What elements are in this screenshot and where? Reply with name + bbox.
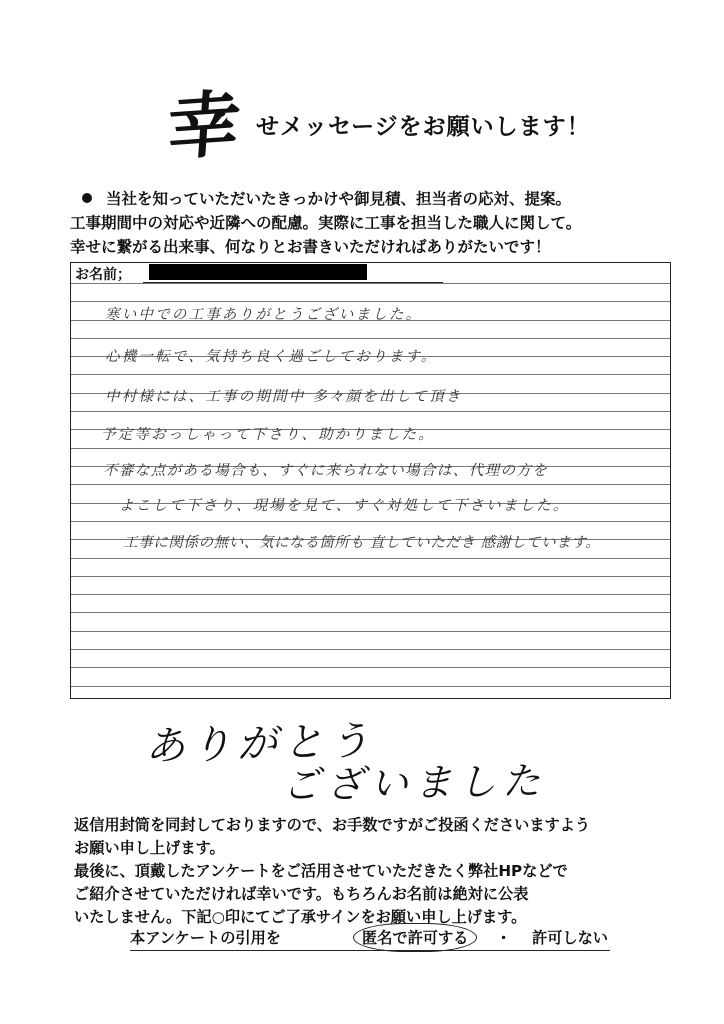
handwritten-line: よこして下さり、現場を見て、すぐ対処して下さいました。	[119, 498, 570, 514]
ruled-line	[71, 667, 670, 668]
ruled-line	[71, 374, 670, 375]
name-redaction	[149, 264, 367, 280]
handwritten-line: 寒い中での工事ありがとうございました。	[105, 307, 423, 323]
title-text: せメッセージをお願いします！	[256, 114, 591, 140]
name-underline	[143, 282, 443, 283]
footer-line: 返信用封筒を同封しておりますので、お手数ですがご投函くださいますよう	[74, 816, 591, 834]
ruled-line	[71, 558, 670, 559]
ruled-line	[71, 594, 670, 595]
ruled-line	[71, 448, 670, 449]
footer-line: 最後に、頂戴したアンケートをご活用させていただきたく弊社HPなどで	[74, 862, 568, 880]
ruled-line	[71, 686, 670, 687]
ruled-line	[71, 411, 670, 412]
footer-line: ご紹介させていただければ幸いです。もちろんお名前は絶対に公表	[74, 885, 529, 903]
thanks-line-1: ありがとう	[144, 717, 376, 771]
consent-option-deny[interactable]: 許可しない	[532, 929, 608, 947]
ruled-line	[71, 576, 670, 577]
ruled-line	[71, 612, 670, 613]
thanks-line-2: ございました	[281, 758, 547, 808]
consent-row	[130, 927, 630, 953]
title-brush-character: 幸	[164, 80, 244, 171]
handwritten-line: 工事に関係の無い、気になる箇所も 直していただき 感謝しています。	[123, 535, 601, 551]
handwritten-line: 心機一転で、気持ち良く過ごしております。	[105, 349, 438, 365]
intro-instructions	[70, 187, 680, 259]
consent-underline	[130, 950, 610, 951]
consent-label: 本アンケートの引用を	[130, 929, 281, 947]
handwritten-line: 不審な点がある場合も、すぐに来られない場合は、代理の方を	[103, 463, 549, 479]
name-label: お名前；	[75, 267, 131, 283]
consent-separator: ・	[496, 929, 512, 947]
message-box[interactable]	[70, 262, 671, 699]
page-title	[164, 80, 638, 171]
ruled-line	[71, 631, 670, 632]
intro-line: 幸せに繋がる出来事、何なりとお書きいただければありがたいです！	[70, 238, 551, 256]
ruled-line	[71, 338, 670, 339]
name-row	[71, 263, 670, 285]
footer-notice	[74, 814, 674, 929]
handwritten-line: 予定等おっしゃって下さり、助かりました。	[101, 427, 435, 443]
footer-line: お願い申し上げます。	[74, 839, 225, 857]
ruled-line	[71, 649, 670, 650]
intro-line: 当社を知っていただいたきっかけや御見積、担当者の応対、提案。	[70, 187, 680, 211]
ruled-line	[71, 301, 670, 302]
ruled-lines	[71, 263, 670, 698]
ruled-line	[71, 484, 670, 485]
footer-line: いたしません。下記○印にてご了承サインをお願い申し上げます。	[74, 908, 527, 926]
consent-option-anonymous[interactable]: 匿名で許可する	[353, 923, 477, 952]
ruled-line	[71, 521, 670, 522]
handwritten-line: 中村様には、工事の期間中 多々顔を出して頂き	[105, 389, 463, 405]
bullet-icon	[82, 193, 92, 203]
intro-line: 工事期間中の対応や近隣への配慮。実際に工事を担当した職人に関して。	[70, 214, 582, 232]
